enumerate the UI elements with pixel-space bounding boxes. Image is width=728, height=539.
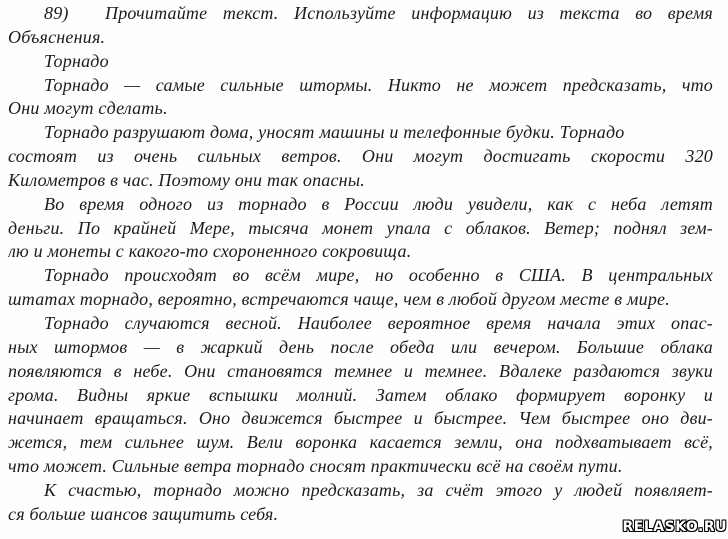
text-line: появляются в небе. Они становятся темнее и темнее. Вдалеке раздаются звуки <box>8 360 713 381</box>
text-line: лю и монеты с какого-то схороненного сокровища. <box>8 241 412 262</box>
text-line: К счастью, торнадо можно предсказать, за счёт этого у людей появляет- <box>44 479 713 500</box>
text-line: грома. Видны яркие вспышки молний. Затем облако формирует воронку и <box>8 384 713 405</box>
text-line: Торнадо — самые сильные штормы. Никто не может предсказать, что <box>44 74 713 95</box>
text-line: Торнадо происходят во всём мире, но особенно в США. В центральных <box>44 265 713 286</box>
text-line: что может. Сильные ветра торнадо сносят практически всё на своём пути. <box>8 456 623 477</box>
text-line: начинает вращаться. Оно движется быстрее и быстрее. Чем быстрее оно дви- <box>8 408 713 429</box>
text-line: деньги. По крайней Мере, тысяча монет упала с облаков. Ветер; поднял зем- <box>8 217 713 238</box>
text-line: ных штормов — в жаркий день после обеда или вечером. Большие облака <box>8 336 713 357</box>
text-line: Километров в час. Поэтому они так опасны. <box>8 169 365 190</box>
text-line: состоят из очень сильных ветров. Они могут достигать скорости 320 <box>8 146 713 167</box>
text-line: ся больше шансов защитить себя. <box>8 503 279 524</box>
text-line: 89) Прочитайте текст. Используйте информацию из текста во время <box>44 3 713 23</box>
text-line: Торнадо <box>44 50 109 71</box>
text-line: штатах торнадо, вероятно, встречаются чаще, чем в любой другом месте в мире. <box>8 289 670 310</box>
text-line: Они могут сделать. <box>8 98 168 119</box>
text-line: Во время одного из торнадо в России люди увидели, как с неба летят <box>44 193 713 214</box>
text-line: Торнадо разрушают дома, уносят машины и телефонные будки. Торнадо <box>44 122 625 143</box>
watermark: RELASKO.RU <box>622 519 727 535</box>
text-line: Объяснения. <box>8 26 106 47</box>
text-line: жется, тем сильнее шум. Вели воронка касается земли, она подхватывает всё, <box>8 432 713 453</box>
text-block <box>8 2 713 527</box>
text-line: Торнадо случаются весной. Наиболее вероятное время начала этих опас- <box>44 312 713 333</box>
